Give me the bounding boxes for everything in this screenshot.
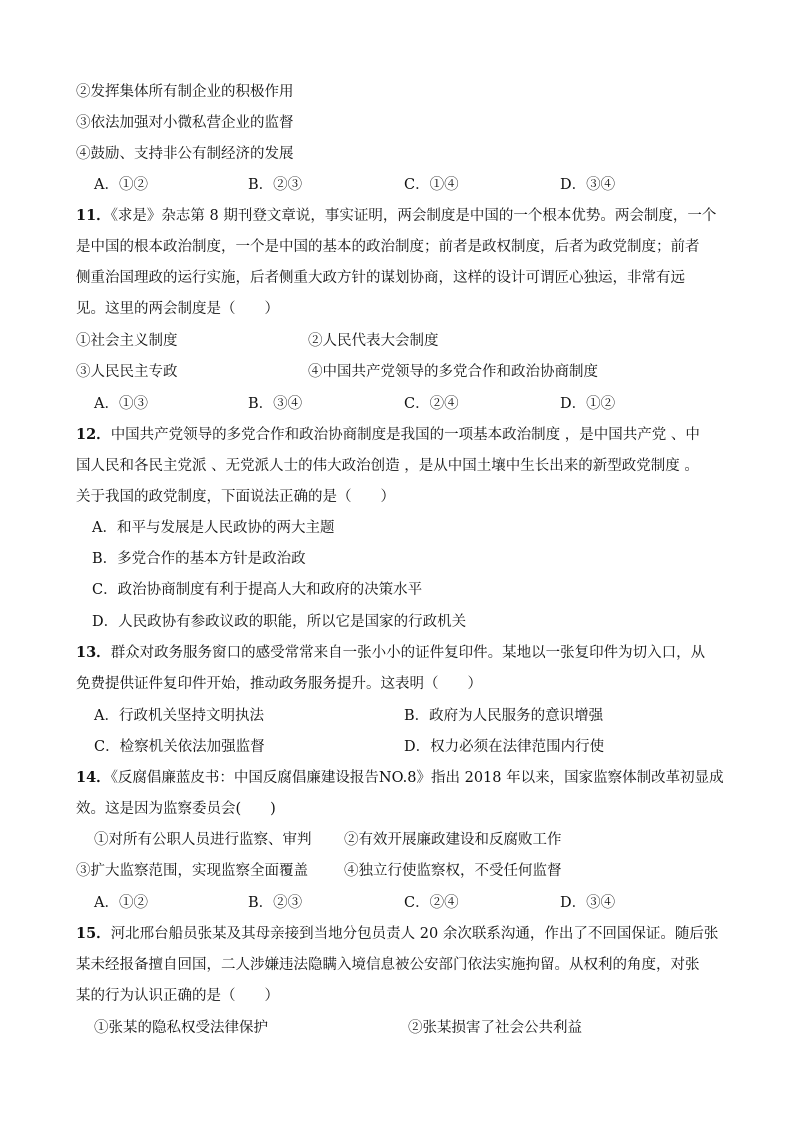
- q12-stem-line-2: 国人民和各民主党派 、无党派人士的伟大政治创造 ，是从中国土壤中生长出来的新型政党制度 。: [76, 458, 699, 474]
- q11-stem-line-2: 是中国的根本政治制度，一个是中国的基本的政治制度；前者是政权制度，后者为政党制度；前者: [76, 239, 700, 255]
- q12-option-b: B．多党合作的基本方针是政治政: [92, 551, 306, 567]
- q13-option-b: B．政府为人民服务的意识增强: [404, 708, 604, 724]
- q11-item-2: ②人民代表大会制度: [308, 333, 439, 349]
- q12-stem-line-1: 12．中国共产党领导的多党合作和政治协商制度是我国的一项基本政治制度 ，是中国共产党 、中: [76, 426, 700, 443]
- q13-stem-line-2: 免费提供证件复印件开始，推动政务服务提升。这表明（ ）: [76, 676, 482, 692]
- q14-option-a: A．①②: [94, 895, 148, 911]
- q15-number: 15．: [76, 925, 111, 942]
- q10-option-b: B．②③: [248, 177, 303, 193]
- q15-item-1: ①张某的隐私权受法律保护: [94, 1020, 268, 1036]
- q10-item-3: ③依法加强对小微私营企业的监督: [76, 115, 294, 131]
- q15-item-2: ②张某损害了社会公共利益: [408, 1020, 582, 1036]
- q11-option-b: B．③④: [248, 396, 303, 412]
- q14-stem-line-2: 效。这是因为监察委员会( ): [76, 801, 276, 817]
- q11-option-a: A．①③: [94, 396, 148, 412]
- q15-stem-line-1: 15．河北邢台船员张某及其母亲接到当地分包员责人 20 余次联系沟通，作出了不回国保证。随后张: [76, 925, 719, 942]
- q14-item-2: ②有效开展廉政建设和反腐败工作: [344, 832, 562, 848]
- q10-item-2: ②发挥集体所有制企业的积极作用: [76, 84, 294, 100]
- q13-stem-line-1: 13．群众对政务服务窗口的感受常常来自一张小小的证件复印件。某地以一张复印件为切入口，从: [76, 644, 706, 661]
- q14-stem-line-1: 14．《反腐倡廉蓝皮书：中国反腐倡廉建设报告NO.8》指出 2018 年以来，国家监察体制改革初显成: [76, 769, 724, 786]
- q12-option-a: A．和平与发展是人民政协的两大主题: [92, 520, 335, 536]
- q10-item-4: ④鼓励、支持非公有制经济的发展: [76, 146, 294, 162]
- q10-option-c: C．①④: [404, 177, 459, 193]
- q13-option-c: C．检察机关依法加强监督: [94, 739, 265, 755]
- q11-option-c: C．②④: [404, 396, 459, 412]
- q14-option-b: B．②③: [248, 895, 303, 911]
- q11-item-4: ④中国共产党领导的多党合作和政治协商制度: [308, 364, 598, 380]
- q12-option-c: C．政治协商制度有利于提高人大和政府的决策水平: [92, 582, 423, 598]
- q11-stem-line-1: 11．《求是》杂志第 8 期刊登文章说，事实证明，两会制度是中国的一个根本优势。两会制度，一个: [76, 207, 717, 224]
- q12-number: 12．: [76, 426, 111, 443]
- q13-number: 13．: [76, 644, 111, 661]
- q11-item-1: ①社会主义制度: [76, 333, 178, 349]
- q14-option-c: C．②④: [404, 895, 459, 911]
- q10-option-a: A．①②: [94, 177, 148, 193]
- q15-stem-line-2: 某未经报备擅自回国，二人涉嫌违法隐瞒入境信息被公安部门依法实施拘留。从权利的角度，对张: [76, 957, 700, 973]
- q14-item-3: ③扩大监察范围，实现监察全面覆盖: [76, 863, 308, 879]
- q10-option-d: D．③④: [560, 177, 616, 193]
- q14-item-4: ④独立行使监察权，不受任何监督: [344, 863, 562, 879]
- q14-item-1: ①对所有公职人员进行监察、审判: [94, 832, 312, 848]
- q11-stem-line-4: 见。这里的两会制度是（ ）: [76, 301, 279, 317]
- q11-item-3: ③人民民主专政: [76, 364, 178, 380]
- q13-option-a: A．行政机关坚持文明执法: [94, 708, 264, 724]
- q12-stem-line-3: 关于我国的政党制度，下面说法正确的是（ ）: [76, 489, 395, 505]
- q11-number: 11．: [76, 207, 111, 224]
- q14-number: 14．: [76, 769, 111, 786]
- q14-option-d: D．③④: [560, 895, 616, 911]
- q12-option-d: D．人民政协有参政议政的职能，所以它是国家的行政机关: [92, 614, 467, 630]
- q13-option-d: D．权力必须在法律范围内行使: [404, 739, 605, 755]
- q11-stem-line-3: 侧重治国理政的运行实施，后者侧重大政方针的谋划协商，这样的设计可谓匠心独运，非常有远: [76, 270, 685, 286]
- q11-option-d: D．①②: [560, 396, 616, 412]
- q15-stem-line-3: 某的行为认识正确的是（ ）: [76, 988, 279, 1004]
